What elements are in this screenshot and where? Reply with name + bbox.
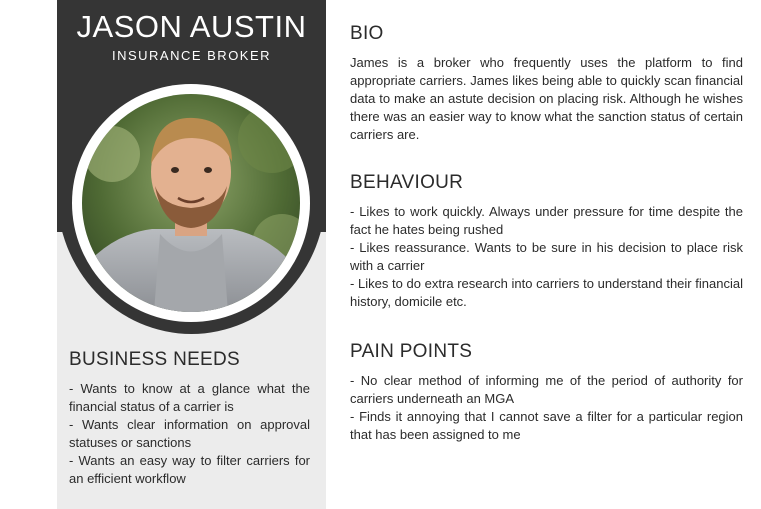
- behaviour-item: - Likes reassurance. Wants to be sure in his decision to place risk with a carrier: [350, 240, 743, 273]
- bio-text: James is a broker who frequently uses the platform to find appropriate carriers. James likes being able to quickly scan financial data to make an astute decision on placing risk. Although he wishes there was an easier way to know what the sanction status of certain carriers are.: [350, 55, 743, 142]
- persona-name: JASON AUSTIN: [76, 9, 307, 44]
- behaviour-list: [350, 203, 743, 311]
- pain-points-item: - No clear method of informing me of the period of authority for carriers underneath an MGA: [350, 373, 743, 406]
- behaviour-item: - Likes to work quickly. Always under pressure for time despite the fact he hates being rushed: [350, 204, 743, 237]
- business-needs-item: - Wants to know at a glance what the financial status of a carrier is: [69, 381, 310, 414]
- business-needs-item: - Wants clear information on approval statuses or sanctions: [69, 417, 310, 450]
- pain-points-list: [350, 372, 743, 444]
- bio-title: BIO: [350, 23, 384, 44]
- persona-role: INSURANCE BROKER: [111, 48, 272, 63]
- pain-points-title: PAIN POINTS: [350, 341, 473, 362]
- profile-panel: [57, 0, 326, 509]
- photo-ring: [72, 84, 310, 322]
- business-needs-title: BUSINESS NEEDS: [69, 349, 241, 370]
- portrait-photo-icon: [82, 94, 300, 312]
- behaviour-item: - Likes to do extra research into carriers to understand their financial history, domicile etc.: [350, 276, 743, 309]
- business-needs-list: [69, 380, 310, 488]
- pain-points-item: - Finds it annoying that I cannot save a filter for a particular region that has been assigned to me: [350, 409, 743, 442]
- behaviour-title: BEHAVIOUR: [350, 172, 464, 193]
- portrait-photo: [82, 94, 300, 312]
- business-needs-item: - Wants an easy way to filter carriers for an efficient workflow: [69, 453, 310, 486]
